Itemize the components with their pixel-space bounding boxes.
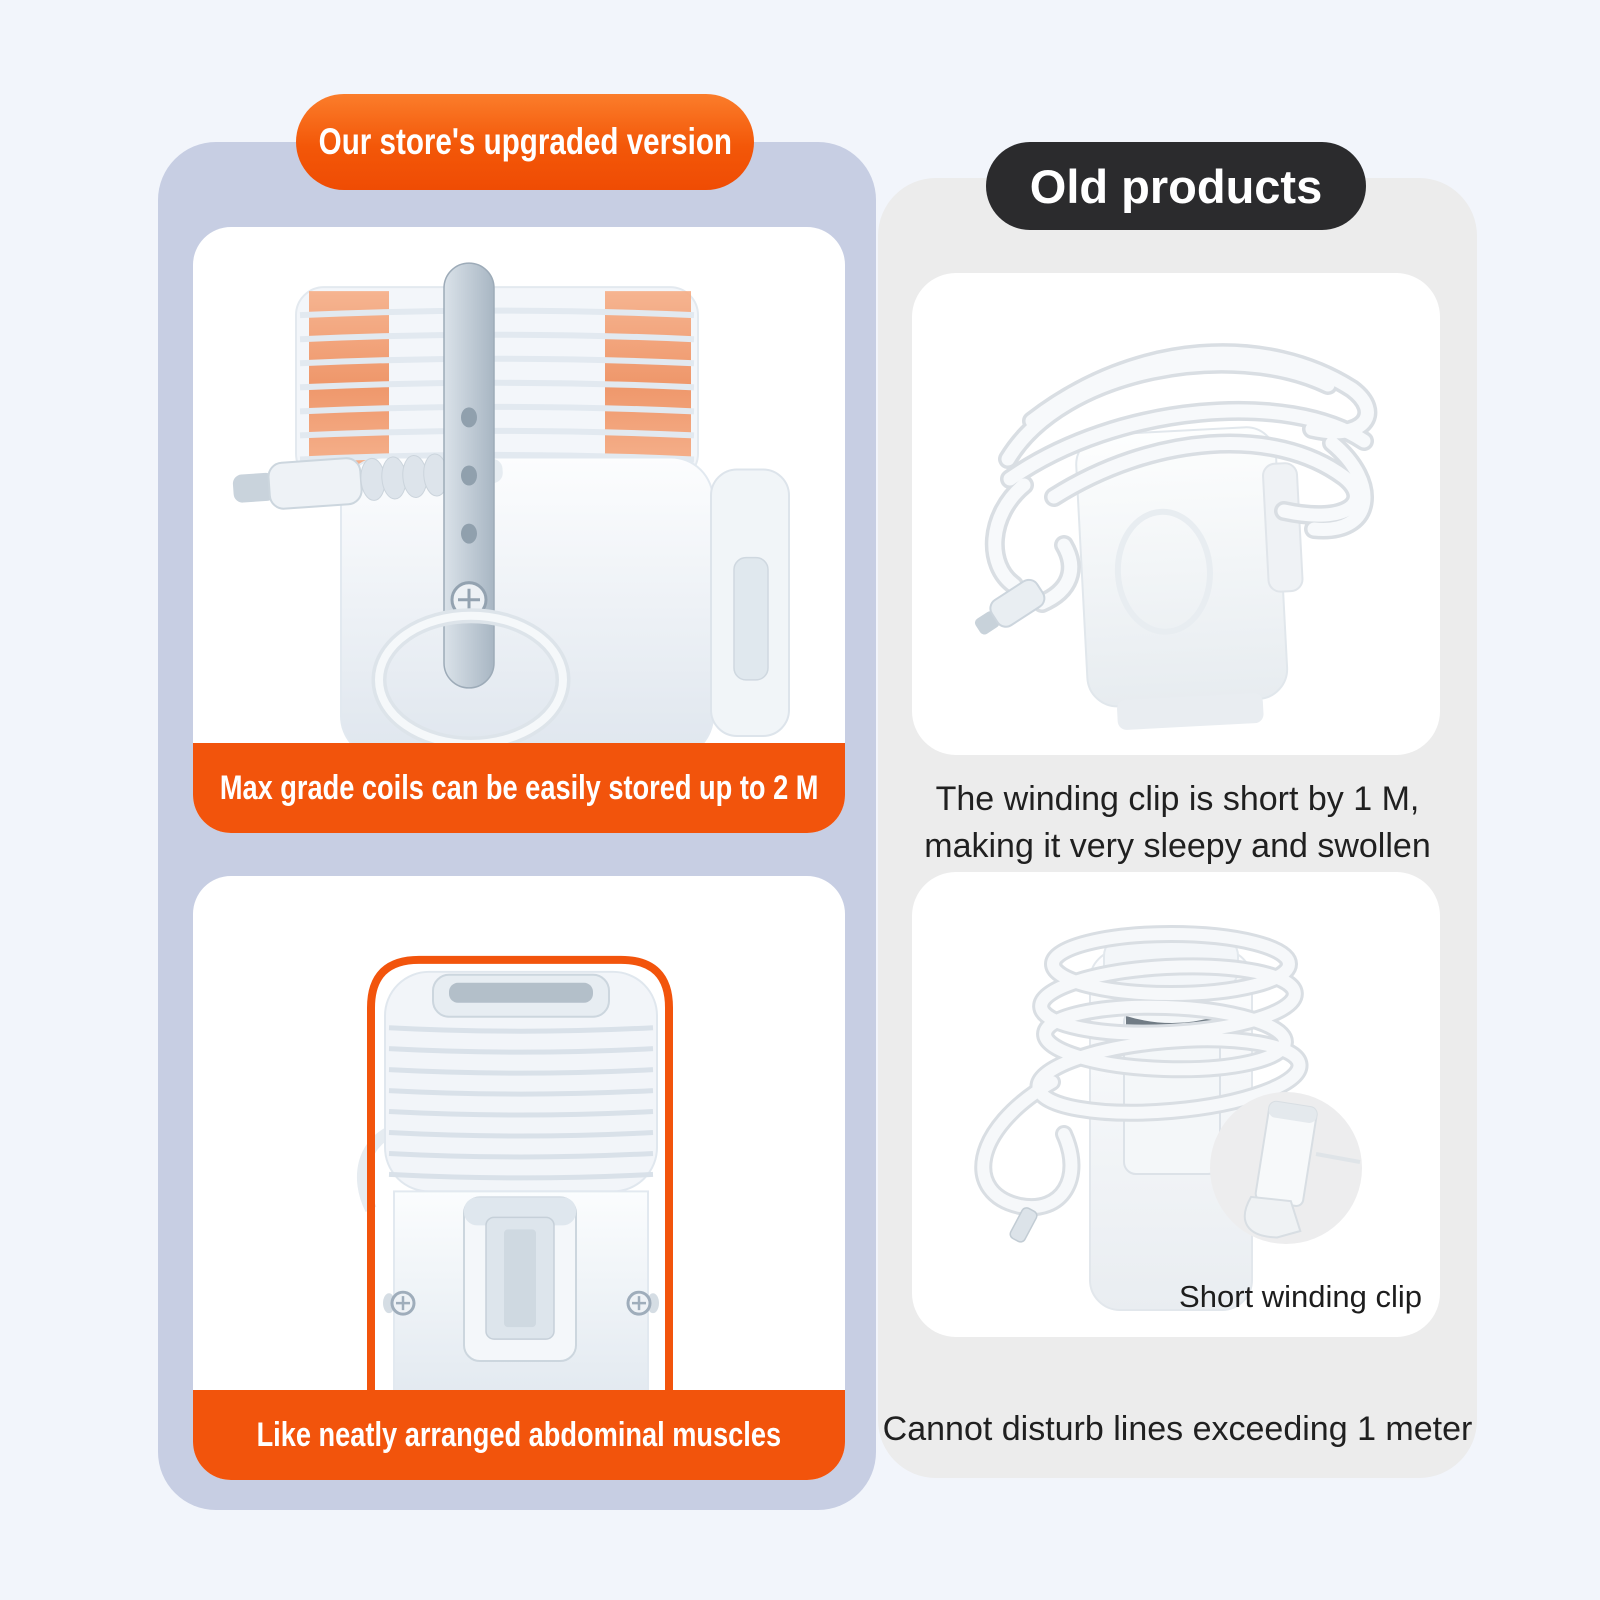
short-winding-clip-label: Short winding clip: [1179, 1279, 1422, 1314]
caption-text: Max grade coils can be easily stored up to 2 M: [219, 768, 819, 807]
clip-closeup-inset: [1210, 1092, 1362, 1244]
upgraded-version-panel: [158, 142, 876, 1510]
upgraded-version-badge: [296, 94, 754, 190]
old-note-line1: The winding clip is short by 1 M,: [935, 780, 1420, 818]
old-product-note: [878, 776, 1477, 870]
old-products-badge: Old products: [986, 142, 1366, 230]
photo-old-charger-messy-cable: [912, 273, 1440, 755]
old-card-short-clip: [912, 872, 1440, 1337]
caption-max-grade-coils: [193, 743, 845, 833]
caption-text: Like neatly arranged abdominal muscles: [256, 1415, 782, 1454]
caption-abdominal-muscles: [193, 1390, 845, 1480]
badge-text: Our store's upgraded version: [318, 121, 732, 162]
old-product-footer-note: Cannot disturb lines exceeding 1 meter: [882, 1410, 1473, 1448]
photo-upgraded-charger-coil-stored: [193, 227, 845, 743]
old-card-messy-cable: [912, 273, 1440, 755]
upgraded-card-coil-storage: [193, 227, 845, 833]
upgraded-card-neat-coil: [193, 876, 845, 1480]
old-products-panel: [878, 178, 1477, 1478]
photo-old-charger-wrapped-cable: [912, 872, 1440, 1337]
photo-upgraded-charger-front: [193, 876, 845, 1390]
old-note-line2: making it very sleepy and swollen: [924, 827, 1431, 865]
